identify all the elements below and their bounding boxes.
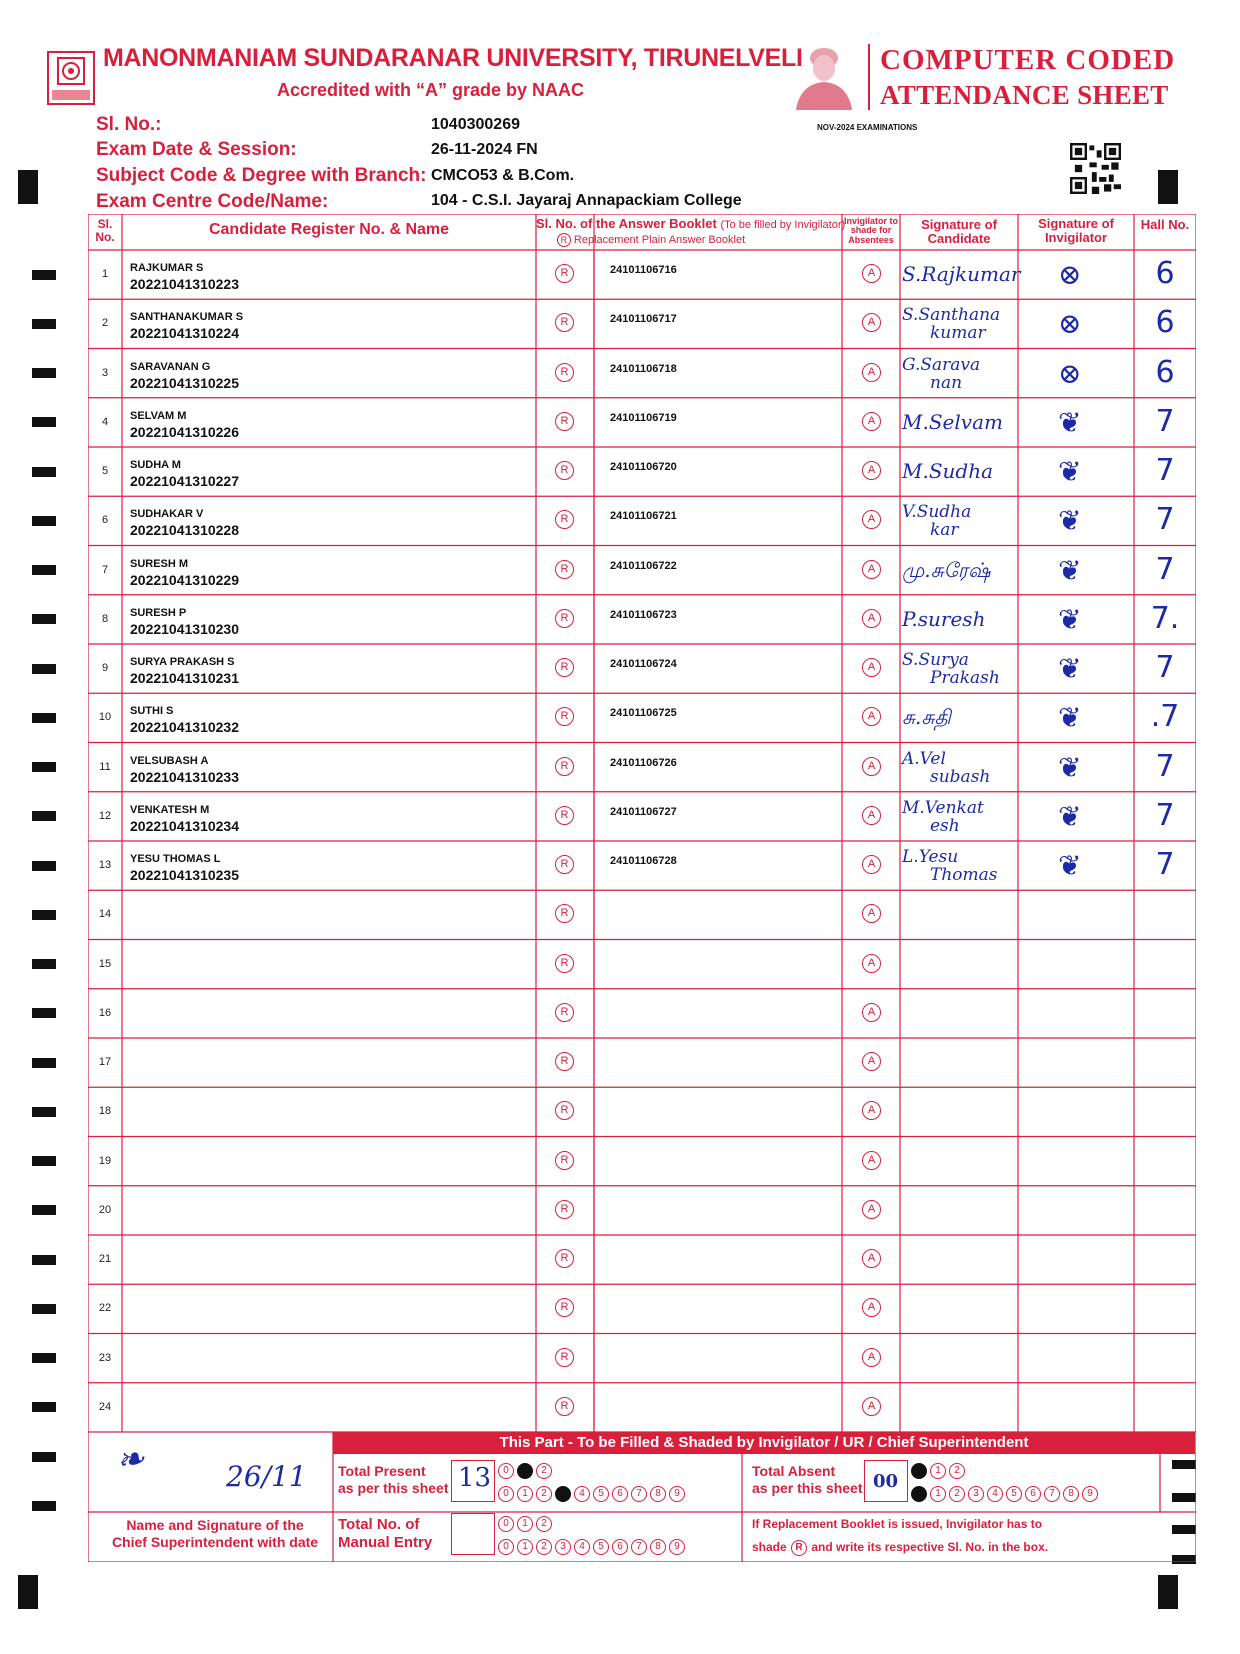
timing-mark (32, 713, 56, 723)
absent-bubble[interactable]: A (862, 363, 881, 382)
candidate-signature-line2: kar (930, 520, 959, 541)
hall-number: .7 (1150, 699, 1180, 735)
replacement-bubble[interactable]: R (555, 1249, 574, 1268)
invigilator-signature-mark: ⊗ (1058, 356, 1082, 390)
invigilator-signature-mark: ⊗ (1058, 258, 1082, 291)
absent-bubble[interactable]: A (862, 806, 881, 825)
sheet-title-line1: COMPUTER CODED (880, 44, 1176, 76)
manual-entry-box[interactable] (451, 1513, 495, 1555)
timing-mark (32, 1501, 56, 1511)
candidate-signature: P.suresh (902, 606, 986, 631)
chief-label-line2: Chief Superintendent with date (111, 1533, 319, 1550)
candidate-name: SUDHAKAR V (130, 508, 204, 521)
col-header-replacement-text: Replacement Plain Answer Booklet (573, 233, 746, 246)
replacement-bubble[interactable]: R (555, 1052, 574, 1071)
timing-mark (32, 368, 56, 378)
hall-number: 7 (1155, 502, 1175, 538)
centre-label: Exam Centre Code/Name: (96, 191, 329, 212)
digit-bubble[interactable]: 4 (574, 1486, 590, 1502)
row-sl-number: 23 (98, 1351, 112, 1364)
sl-no-value: 1040300269 (431, 116, 520, 133)
answer-booklet-number: 24101106721 (610, 510, 677, 523)
replacement-bubble[interactable]: R (555, 1348, 574, 1367)
candidate-name: SARAVANAN G (130, 360, 211, 373)
col-header-candidate: Candidate Register No. & Name (208, 221, 450, 238)
timing-mark (32, 1058, 56, 1068)
digit-bubble[interactable]: 1 (930, 1486, 946, 1502)
absent-bubble[interactable]: A (862, 412, 881, 431)
digit-bubble[interactable]: 9 (1082, 1486, 1098, 1502)
digit-bubble[interactable]: 0 (498, 1539, 514, 1555)
timing-mark (32, 1353, 56, 1363)
answer-booklet-number: 24101106720 (610, 461, 677, 473)
answer-booklet-number: 24101106724 (610, 658, 677, 670)
absent-bubble[interactable]: A (862, 560, 881, 579)
row-sl-number: 20 (98, 1203, 112, 1216)
total-present-box[interactable] (451, 1460, 495, 1502)
centre-value: 104 - C.S.I. Jayaraj Annapackiam College (431, 192, 742, 209)
digit-bubble[interactable]: 8 (650, 1486, 666, 1502)
total-absent-value: 00 (873, 1471, 899, 1492)
replacement-bubble[interactable]: R (555, 412, 574, 431)
candidate-signature: L.Yesu (902, 847, 959, 867)
absent-bubble[interactable]: A (862, 954, 881, 973)
timing-mark (32, 1255, 56, 1265)
timing-mark (32, 1156, 56, 1166)
col-header-sl: Sl. No. (95, 217, 115, 244)
replacement-note-line1: If Replacement Booklet is issued, Invigilator has to (752, 1517, 1043, 1531)
timing-mark (32, 1304, 56, 1314)
total-present-units-bubbles[interactable] (498, 1485, 688, 1503)
row-sl-number: 4 (101, 415, 109, 428)
absent-bubble[interactable]: A (862, 1397, 881, 1416)
answer-booklet-number: 24101106722 (610, 559, 677, 572)
manual-entry-tens-bubbles[interactable] (498, 1515, 555, 1533)
replacement-bubble[interactable]: R (555, 560, 574, 579)
total-absent-box[interactable] (864, 1460, 908, 1502)
col-header-signature-invigilator: Signature of Invigilator (1038, 216, 1114, 245)
candidate-signature: M.Sudha (902, 459, 994, 483)
total-present-label-line2: as per this sheet (338, 1479, 449, 1496)
candidate-register-number: 20221041310225 (130, 374, 240, 391)
digit-bubble[interactable]: 2 (536, 1463, 552, 1479)
digit-bubble[interactable]: 0 (498, 1486, 514, 1502)
timing-mark (32, 319, 56, 329)
digit-bubble[interactable]: 2 (536, 1539, 552, 1555)
answer-booklet-number: 24101106725 (610, 707, 677, 720)
digit-bubble[interactable]: 2 (949, 1463, 965, 1479)
hall-number: 7 (1155, 650, 1175, 685)
row-sl-number: 13 (98, 859, 112, 871)
absent-bubble[interactable]: A (862, 855, 881, 874)
answer-booklet-number: 24101106726 (610, 756, 677, 769)
digit-bubble[interactable]: 1 (517, 1486, 533, 1502)
row-sl-number: 19 (98, 1154, 112, 1167)
row-sl-number: 11 (99, 760, 111, 773)
timing-mark (32, 614, 56, 624)
absent-bubble[interactable]: A (862, 658, 881, 677)
candidate-register-number: 20221041310227 (130, 473, 240, 489)
total-present-label-line1: Total Present (338, 1463, 426, 1479)
replacement-bubble[interactable]: R (555, 1151, 574, 1170)
absent-bubble[interactable]: A (862, 1298, 881, 1317)
digit-bubble[interactable]: 3 (555, 1539, 571, 1555)
candidate-signature: G.Sarava (902, 354, 981, 375)
chief-superintendent-signature: ❧ (113, 1438, 148, 1482)
candidate-name: VENKATESH M (130, 803, 210, 816)
row-sl-number: 2 (101, 317, 109, 330)
candidate-signature: S.Rajkumar (902, 262, 1021, 286)
row-sl-number: 12 (98, 809, 112, 822)
timing-mark (32, 467, 56, 477)
answer-booklet-number: 24101106716 (610, 264, 677, 276)
total-absent-units-bubbles[interactable] (911, 1485, 1101, 1503)
candidate-signature: S.Surya (902, 650, 969, 670)
timing-mark (32, 762, 56, 772)
candidate-name: SUTHI S (130, 705, 174, 718)
timing-mark (32, 516, 56, 526)
attendance-table-grid (88, 214, 1196, 1432)
candidate-signature: A.Vel (902, 748, 946, 769)
hall-number: 6 (1155, 256, 1175, 291)
digit-bubble[interactable]: 9 (669, 1539, 685, 1555)
row-sl-number: 8 (101, 612, 109, 625)
replacement-note-r-icon: R (791, 1540, 807, 1556)
timing-mark (32, 811, 56, 821)
candidate-name: SANTHANAKUMAR S (130, 311, 244, 324)
candidate-register-number: 20221041310229 (130, 571, 240, 588)
timing-mark (32, 1107, 56, 1117)
absent-bubble[interactable]: A (862, 1101, 881, 1120)
answer-booklet-number: 24101106719 (610, 411, 677, 424)
absent-bubble[interactable]: A (862, 510, 881, 529)
digit-bubble[interactable]: 7 (1044, 1486, 1060, 1502)
qr-code-icon (1070, 143, 1121, 194)
timing-mark (32, 861, 56, 871)
total-absent-tens-bubbles[interactable] (911, 1462, 968, 1480)
digit-bubble[interactable]: 7 (631, 1539, 647, 1555)
absent-bubble[interactable]: A (862, 1200, 881, 1219)
row-sl-number: 22 (98, 1302, 112, 1315)
digit-bubble[interactable]: 1 (930, 1463, 946, 1479)
registration-mark-bottom-right (1158, 1575, 1178, 1609)
candidate-register-number: 20221041310224 (130, 325, 240, 342)
absent-bubble[interactable]: A (862, 1052, 881, 1071)
hall-number: 7 (1155, 551, 1175, 587)
replacement-note-shade: shade (752, 1540, 787, 1555)
digit-bubble[interactable]: 2 (949, 1486, 965, 1502)
exam-date-value: 26-11-2024 FN (431, 141, 538, 158)
hall-number: 7 (1155, 453, 1175, 488)
timing-mark (32, 959, 56, 969)
replacement-bubble[interactable]: R (555, 363, 574, 382)
invigilator-signature-mark: ❦ (1058, 750, 1082, 784)
replacement-bubble[interactable]: R (555, 609, 574, 628)
answer-booklet-number: 24101106723 (610, 608, 677, 621)
col-header-replacement (536, 233, 766, 247)
absent-bubble[interactable]: A (862, 1348, 881, 1367)
col-header-signature-candidate: Signature of Candidate (921, 217, 997, 246)
hall-number: 7 (1155, 797, 1175, 833)
absent-bubble[interactable]: A (862, 904, 881, 923)
timing-mark (32, 664, 56, 674)
footer-title-bar: This Part - To be Filled & Shaded by Invigilator / UR / Chief Superintendent (333, 1432, 1195, 1454)
replacement-r-icon: R (557, 233, 571, 247)
replacement-bubble[interactable]: R (555, 658, 574, 677)
absent-bubble[interactable]: A (862, 707, 881, 726)
replacement-bubble[interactable]: R (555, 904, 574, 923)
candidate-signature: மு.சுரேஷ் (902, 557, 991, 582)
candidate-name: YESU THOMAS L (130, 853, 221, 865)
row-sl-number: 21 (98, 1253, 112, 1265)
candidate-signature: V.Sudha (902, 502, 972, 523)
row-sl-number: 1 (101, 268, 109, 280)
candidate-name: SUDHA M (130, 459, 181, 471)
replacement-bubble[interactable]: R (555, 707, 574, 726)
digit-bubble[interactable]: 2 (536, 1516, 552, 1532)
hall-number: 6 (1155, 305, 1175, 341)
digit-bubble[interactable]: 5 (1006, 1486, 1022, 1502)
invigilator-signature-mark: ❦ (1058, 652, 1082, 685)
timing-mark (32, 270, 56, 280)
chief-superintendent-label (96, 1517, 334, 1551)
chief-date-handwritten: 26/11 (226, 1460, 307, 1493)
candidate-signature-line2: esh (930, 815, 960, 836)
row-sl-number: 17 (98, 1056, 112, 1068)
timing-mark (32, 1402, 56, 1412)
total-present-tens-bubbles[interactable] (498, 1462, 555, 1480)
sl-no-label: Sl. No.: (96, 114, 162, 135)
timing-mark (32, 417, 56, 427)
digit-bubble[interactable]: 1 (517, 1516, 533, 1532)
university-logo (46, 50, 96, 106)
answer-booklet-number: 24101106718 (610, 362, 677, 375)
exam-date-label: Exam Date & Session: (96, 139, 297, 160)
invigilator-signature-mark: ❦ (1058, 553, 1082, 587)
digit-bubble[interactable]: 0 (911, 1463, 927, 1479)
invigilator-signature-mark: ⊗ (1058, 307, 1082, 341)
row-sl-number: 15 (98, 957, 112, 970)
digit-bubble[interactable]: 8 (1063, 1486, 1079, 1502)
exam-session-label: NOV-2024 EXAMINATIONS (817, 123, 918, 132)
candidate-register-number: 20221041310226 (130, 423, 240, 440)
row-sl-number: 10 (98, 711, 112, 724)
digit-bubble[interactable]: 8 (650, 1539, 666, 1555)
hall-number: 7 (1155, 847, 1175, 882)
registration-mark-top-left (18, 170, 38, 204)
row-sl-number: 3 (101, 366, 109, 379)
registration-mark-bottom-left (18, 1575, 38, 1609)
header-divider (868, 44, 870, 110)
row-sl-number: 9 (101, 662, 109, 674)
replacement-bubble[interactable]: R (555, 264, 574, 283)
subject-value: CMCO53 & B.Com. (431, 167, 575, 184)
digit-bubble[interactable]: 5 (593, 1486, 609, 1502)
digit-bubble[interactable]: 0 (911, 1486, 927, 1502)
hall-number: 6 (1155, 354, 1175, 390)
invigilator-signature-mark: ❦ (1058, 504, 1082, 538)
col-header-booklet-note: (To be filled by Invigilator) (720, 219, 846, 231)
digit-bubble[interactable]: 6 (1025, 1486, 1041, 1502)
replacement-bubble[interactable]: R (555, 954, 574, 973)
timing-mark (32, 1008, 56, 1018)
candidate-register-number: 20221041310231 (130, 670, 240, 686)
candidate-name: SURESH P (130, 606, 187, 619)
replacement-bubble[interactable]: R (555, 757, 574, 776)
digit-bubble[interactable]: 4 (574, 1539, 590, 1555)
total-present-value: 13 (458, 1463, 492, 1493)
replacement-bubble[interactable]: R (555, 1298, 574, 1317)
subject-label: Subject Code & Degree with Branch: (96, 165, 427, 186)
absent-bubble[interactable]: A (862, 609, 881, 628)
timing-mark (32, 910, 56, 920)
hall-number: 7. (1150, 600, 1180, 636)
invigilator-signature-mark: ❦ (1058, 455, 1082, 488)
digit-bubble[interactable]: 3 (555, 1486, 571, 1502)
manual-entry-units-bubbles[interactable] (498, 1538, 688, 1556)
candidate-signature-line2: Prakash (930, 668, 1000, 688)
replacement-note-line2 (752, 1540, 1048, 1556)
answer-booklet-number: 24101106728 (610, 855, 677, 867)
candidate-signature: சு.சுதி (902, 705, 951, 730)
digit-bubble[interactable]: 3 (968, 1486, 984, 1502)
col-header-invigilator-shade: Invigilator to shade for Absentees (844, 216, 898, 245)
candidate-signature-line2: Thomas (930, 865, 998, 885)
digit-bubble[interactable]: 0 (498, 1516, 514, 1532)
candidate-register-number: 20221041310232 (130, 719, 240, 736)
col-header-booklet (536, 216, 846, 232)
replacement-bubble[interactable]: R (555, 1101, 574, 1120)
digit-bubble[interactable]: 6 (612, 1486, 628, 1502)
candidate-name: SELVAM M (130, 409, 187, 422)
total-absent-label-line1: Total Absent (752, 1463, 836, 1479)
digit-bubble[interactable]: 0 (498, 1463, 514, 1479)
digit-bubble[interactable]: 1 (517, 1539, 533, 1555)
candidate-register-number: 20221041310223 (130, 276, 240, 292)
timing-mark (32, 1452, 56, 1462)
replacement-bubble[interactable]: R (555, 313, 574, 332)
total-absent-label-line2: as per this sheet (752, 1479, 863, 1496)
invigilator-signature-mark: ❦ (1058, 701, 1082, 735)
row-sl-number: 16 (98, 1006, 112, 1019)
absent-bubble[interactable]: A (862, 264, 881, 283)
digit-bubble[interactable]: 6 (612, 1539, 628, 1555)
total-absent-label (752, 1463, 863, 1497)
row-sl-number: 18 (98, 1105, 112, 1118)
accreditation-text: Accredited with “A” grade by NAAC (277, 80, 585, 100)
candidate-name: VELSUBASH A (130, 754, 209, 767)
replacement-bubble[interactable]: R (555, 806, 574, 825)
candidate-signature-line2: nan (930, 372, 963, 393)
replacement-bubble[interactable]: R (555, 461, 574, 480)
row-sl-number: 5 (101, 465, 109, 477)
replacement-bubble[interactable]: R (555, 1200, 574, 1219)
absent-bubble[interactable]: A (862, 1151, 881, 1170)
candidate-register-number: 20221041310233 (130, 768, 240, 785)
row-sl-number: 6 (101, 514, 109, 527)
candidate-signature-line2: kumar (930, 323, 986, 344)
row-sl-number: 24 (98, 1400, 112, 1413)
candidate-register-number: 20221041310228 (130, 522, 240, 539)
candidate-signature: M.Venkat (902, 797, 984, 818)
university-name: MANONMANIAM SUNDARANAR UNIVERSITY, TIRUNELVELI (103, 44, 803, 72)
chief-label-line1: Name and Signature of the (126, 1517, 304, 1533)
invigilator-signature-mark: ❦ (1058, 849, 1082, 882)
digit-bubble[interactable]: 7 (631, 1486, 647, 1502)
digit-bubble[interactable]: 5 (593, 1539, 609, 1555)
timing-mark (32, 565, 56, 575)
absent-bubble[interactable]: A (862, 461, 881, 480)
col-header-booklet-title: Sl. No. of the Answer Booklet (536, 216, 717, 231)
invigilator-signature-mark: ❦ (1058, 602, 1082, 636)
replacement-bubble[interactable]: R (555, 1397, 574, 1416)
digit-bubble[interactable]: 1 (517, 1463, 533, 1479)
candidate-signature-line2: subash (930, 766, 991, 787)
replacement-note-rest: and write its respective Sl. No. in the box. (811, 1540, 1049, 1555)
manual-entry-label-line1: Total No. of (338, 1516, 420, 1533)
row-sl-number: 14 (98, 908, 112, 921)
hall-number: 7 (1155, 748, 1175, 784)
manual-entry-label-line2: Manual Entry (338, 1534, 433, 1551)
hall-number: 7 (1155, 403, 1175, 439)
absent-bubble[interactable]: A (862, 1249, 881, 1268)
replacement-bubble[interactable]: R (555, 1003, 574, 1022)
replacement-bubble[interactable]: R (555, 510, 574, 529)
absent-bubble[interactable]: A (862, 757, 881, 776)
candidate-register-number: 20221041310235 (130, 867, 240, 883)
manual-entry-label (338, 1516, 432, 1552)
col-header-hall: Hall No. (1140, 217, 1190, 232)
invigilator-signature-mark: ❦ (1058, 405, 1082, 439)
candidate-name: SURESH M (130, 557, 189, 570)
sheet-title-line2: ATTENDANCE SHEET (880, 80, 1169, 110)
candidate-register-number: 20221041310234 (130, 817, 240, 834)
total-present-label (338, 1463, 449, 1497)
replacement-bubble[interactable]: R (555, 855, 574, 874)
absent-bubble[interactable]: A (862, 1003, 881, 1022)
candidate-name: SURYA PRAKASH S (130, 656, 235, 668)
digit-bubble[interactable]: 4 (987, 1486, 1003, 1502)
answer-booklet-number: 24101106727 (610, 805, 677, 818)
digit-bubble[interactable]: 2 (536, 1486, 552, 1502)
absent-bubble[interactable]: A (862, 313, 881, 332)
candidate-name: RAJKUMAR S (130, 262, 204, 274)
candidate-signature: S.Santhana (902, 305, 1001, 326)
candidate-register-number: 20221041310230 (130, 620, 240, 637)
founder-portrait-image (792, 42, 856, 110)
answer-booklet-number: 24101106717 (610, 313, 677, 326)
timing-mark (32, 1205, 56, 1215)
invigilator-signature-mark: ❦ (1058, 799, 1082, 833)
row-sl-number: 7 (101, 563, 109, 576)
registration-mark-top-right (1158, 170, 1178, 204)
digit-bubble[interactable]: 9 (669, 1486, 685, 1502)
candidate-signature: M.Selvam (902, 409, 1003, 434)
